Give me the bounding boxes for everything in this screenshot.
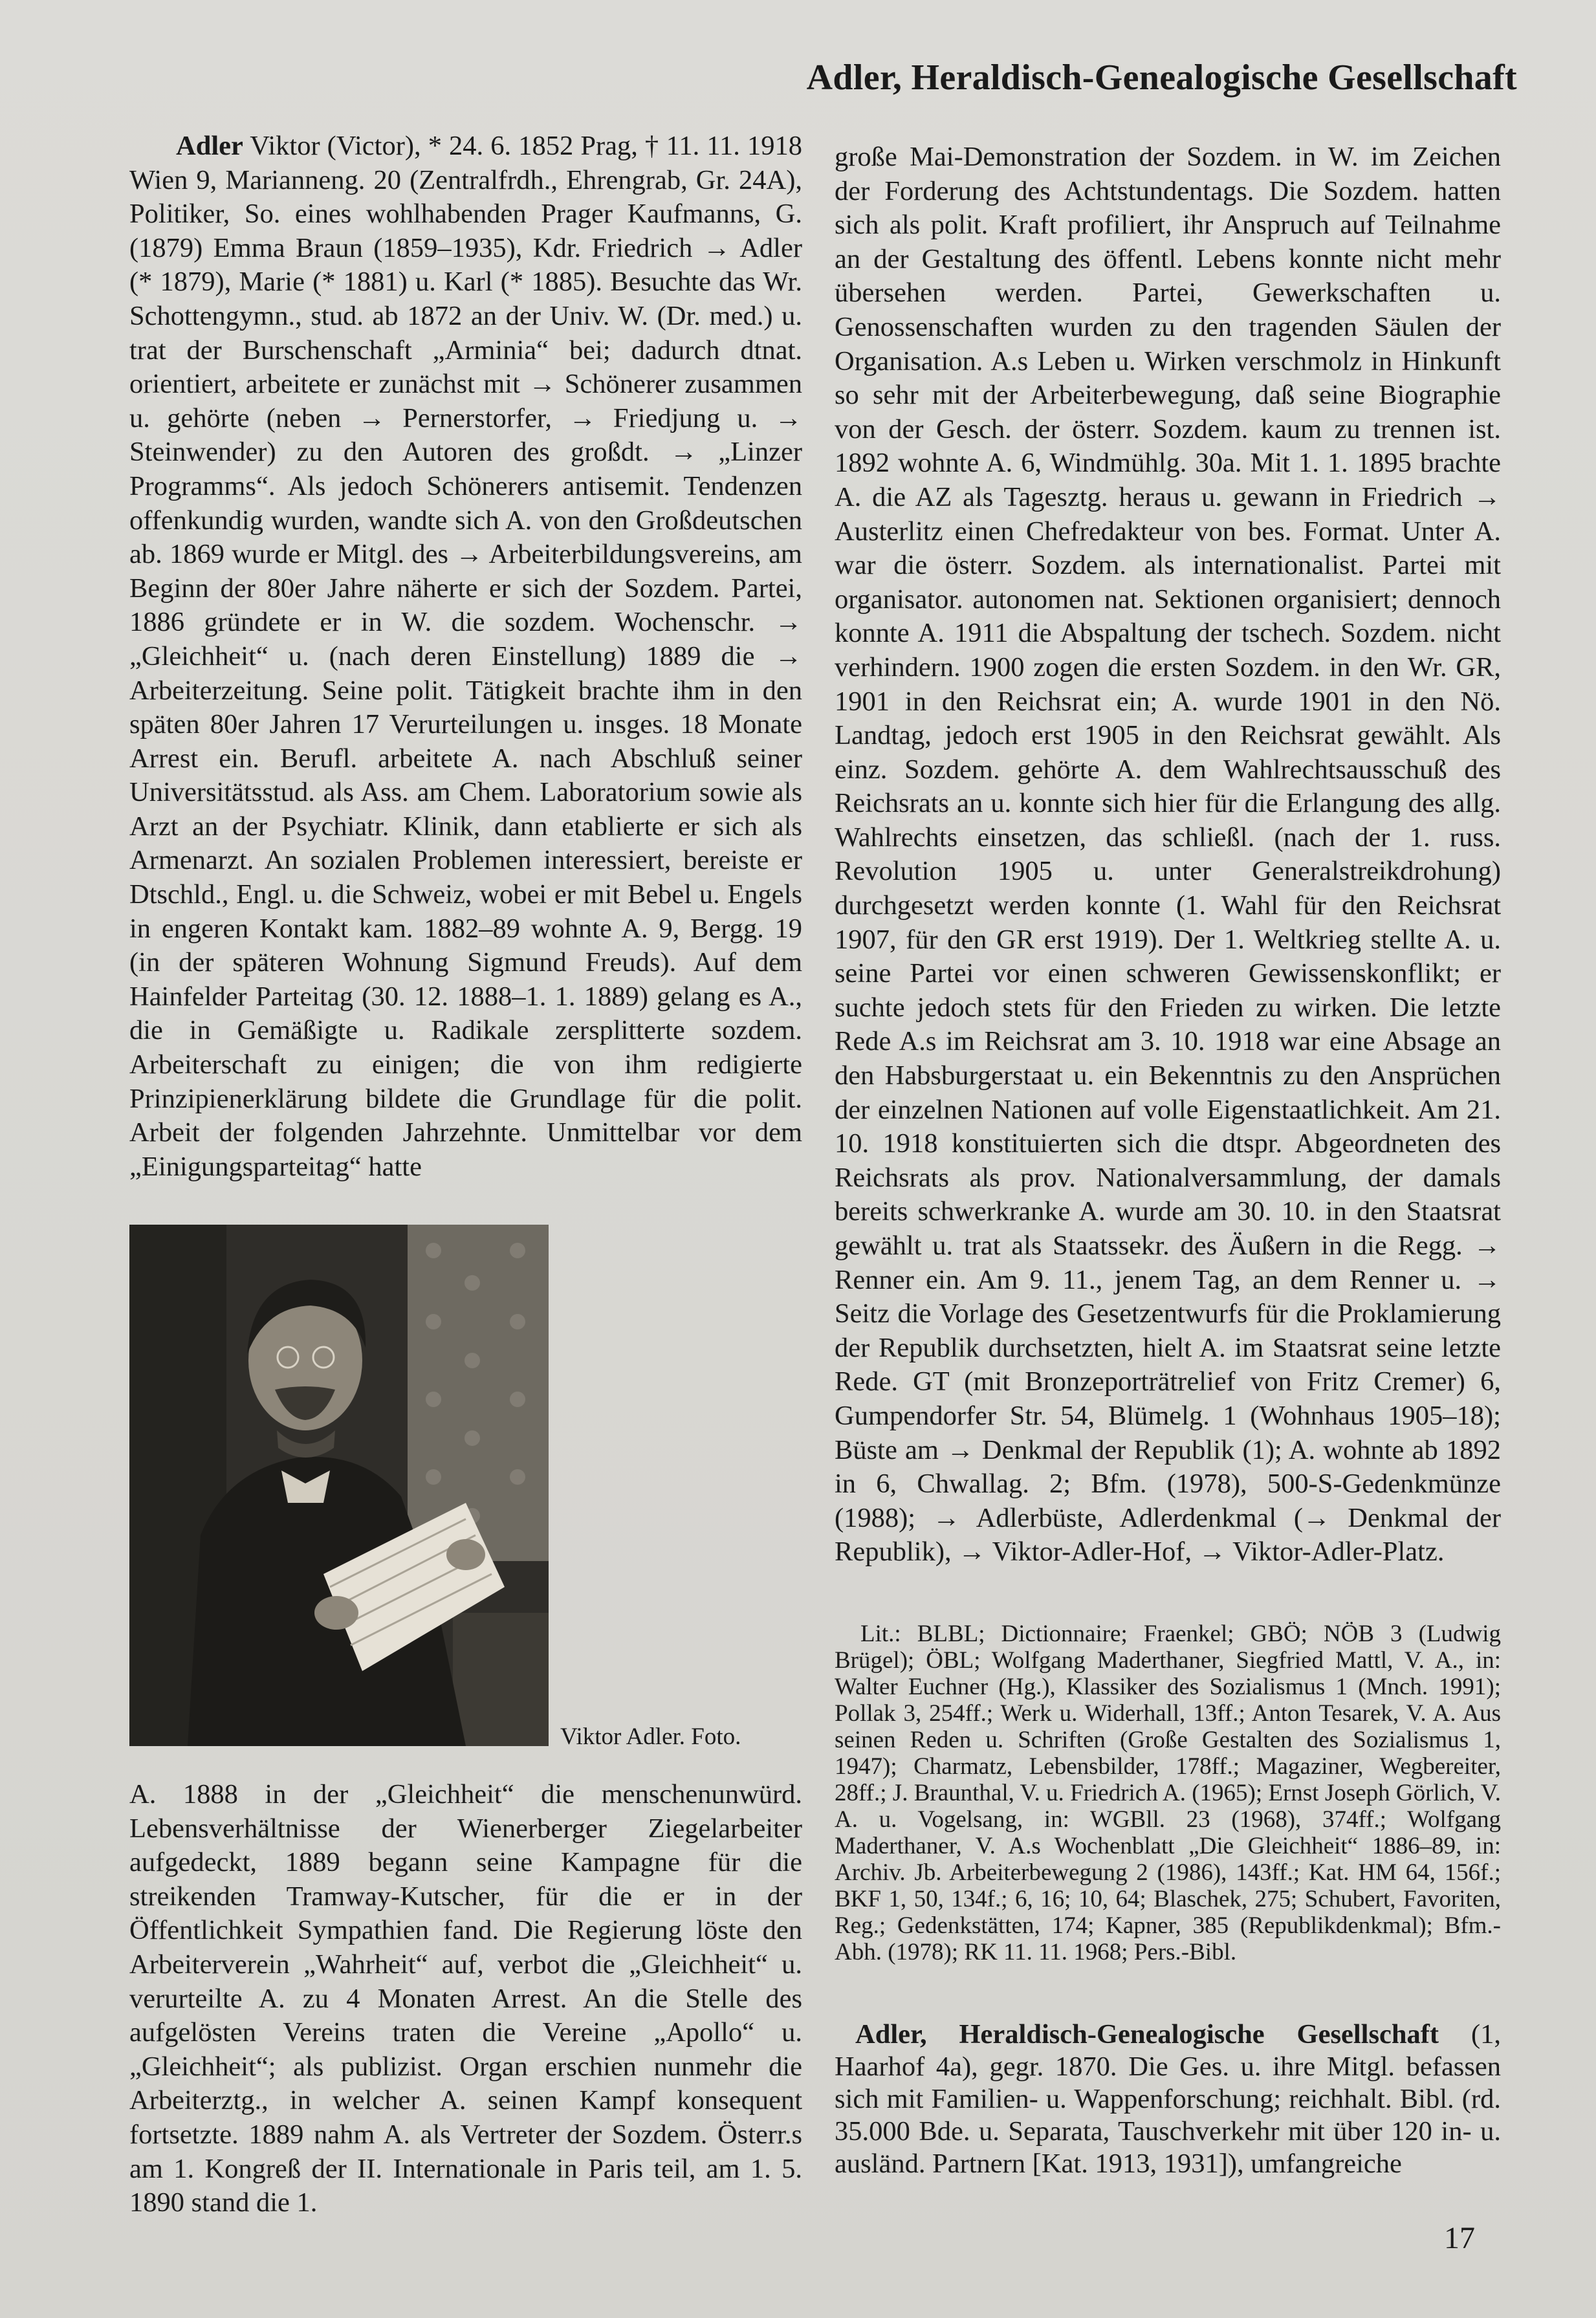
entry-adler-viktor-column-left-top [129,129,802,1184]
literature-references: Lit.: BLBL; Dictionnaire; Fraenkel; GBÖ; NÖB 3 (Ludwig Brügel); ÖBL; Wolfgang Maderthaner, Siegfried Mattl, V. A., in: Walter Euchner (Hg.), Klassiker des Sozialismus 1 (Mnch. 1991); Pollak 3, 254ff.; Werk u. Widerhall, 13ff.; Anton Tesarek, V. A. Aus seinen Reden u. Schriften (Große Gestalten des Sozialismus 1, 1947); Charmatz, Lebensbilder, 178ff.; Magaziner, Wegbereiter, 28ff.; J. Braunthal, V. u. Friedrich A. (1965); Ernst Joseph Görlich, V. A. u. Vogelsang, in: WGBll. 23 (1968), 374ff.; Wolfgang Maderthaner, V. A.s Wochenblatt „Die Gleichheit“ 1886–89, in: Archiv. Jb. Arbeiterbewegung 2 (1986), 143ff.; Kat. HM 64, 156f.; BKF 1, 50, 134f.; 6, 16; 10, 64; Blaschek, 275; Schubert, Favoriten, Reg.; Gedenkstätten, 174; Kapner, 385 (Republikdenkmal); Bfm.-Abh. (1978); RK 11. 11. 1968; Pers.-Bibl. [835,1621,1501,1965]
entry-headword: Adler [176,131,243,161]
running-head: Adler, Heraldisch-Genealogische Gesellschaft [806,58,1517,98]
entry-adler-viktor-column-left-bottom [129,1778,802,2220]
entry2-text: (1, Haarhof 4a), gegr. 1870. Die Ges. u. ihre Mitgl. befassen sich mit Familien- u. Wappenforschung; reichhalt. Bibl. (rd. 35.000 Bde. u. Separata, Tauschverkehr mit über 120 in- u. ausländ. Partnern [Kat. 1913, 1931]), umfangreiche [835,2019,1501,2179]
photo-caption: Viktor Adler. Foto. [560,1723,741,1750]
entry2-headword: Adler, Heraldisch-Genealogische Gesellschaft [855,2019,1439,2050]
entry-heraldisch-genealogische-gesellschaft [835,2018,1501,2180]
entry-paragraph [129,129,802,1184]
entry-adler-viktor-column-right [835,140,1501,1569]
portrait-photo-image [129,1225,549,1746]
entry-text-left-top: Viktor (Victor), * 24. 6. 1852 Prag, † 11. 11. 1918 Wien 9, Marianneng. 20 (Zentralfrdh., Ehrengrab, Gr. 24A), Politiker, So. eines wohlhabenden Prager Kaufmanns, G. (1879) Emma Braun (1859–1935), Kdr. Friedrich → Adler (* 1879), Marie (* 1881) u. Karl (* 1885). Besuchte das Wr. Schottengymn., stud. ab 1872 an der Univ. W. (Dr. med.) u. trat der Burschenschaft „Arminia“ bei; dadurch dtnat. orientiert, arbeitete er zunächst mit → Schönerer zusammen u. gehörte (neben → Pernerstorfer, → Friedjung u. → Steinwender) zu den Autoren des großdt. → „Linzer Programms“. Als jedoch Schönerers antisemit. Tendenzen offenkundig wurden, wandte sich A. von den Großdeutschen ab. 1869 wurde er Mitgl. des → Arbeiterbildungsvereins, am Beginn der 80er Jahre näherte er sich der Sozdem. Partei, 1886 gründete er in W. die sozdem. Wochenschr. → „Gleichheit“ u. (nach deren Einstellung) 1889 die → Arbeiterzeitung. Seine polit. Tätigkeit brachte ihm in den späten 80er Jahren 17 Verurteilungen u. insges. 18 Monate Arrest ein. Berufl. arbeitete A. nach Abschluß seiner Universitätsstud. als Ass. am Chem. Laboratorium sowie als Arzt an der Psychiatr. Klinik, dann etablierte er sich als Armenarzt. An sozialen Problemen interessiert, bereiste er Dtschld., Engl. u. die Schweiz, wobei er mit Bebel u. Engels in engeren Kontakt kam. 1882–89 wohnte A. 9, Bergg. 19 (in der späteren Wohnung Sigmund Freuds). Auf dem Hainfelder Parteitag (30. 12. 1888–1. 1. 1889) gelang es A., die in Gemäßigte u. Radikale zersplitterte sozdem. Arbeiterschaft zu einigen; die von ihm redigierte Prinzipienerklärung bildete die Grundlage für die polit. Arbeit der folgenden Jahrzehnte. Unmittelbar vor dem „Einigungsparteitag“ hatte [129,131,802,1182]
page-number: 17 [1444,2221,1475,2255]
portrait-photo [129,1225,549,1746]
entry-text-right: große Mai-Demonstration der Sozdem. in W. im Zeichen der Forderung des Achtstundentags. Die Sozdem. hatten sich als polit. Kraft profiliert, ihr Anspruch auf Teilnahme an der Gestaltung des öffentl. Lebens konnte nicht mehr übersehen werden. Partei, Gewerkschaften u. Genossenschaften wurden zu den tragenden Säulen der Organisation. A.s Leben u. Wirken verschmolz in Hinkunft so sehr mit der Arbeiterbewegung, daß seine Biographie von der Gesch. der österr. Sozdem. kaum zu trennen ist. 1892 wohnte A. 6, Windmühlg. 30a. Mit 1. 1. 1895 brachte A. die AZ als Tagesztg. heraus u. gewann in Friedrich → Austerlitz einen Chefredakteur von bes. Format. Unter A. war die österr. Sozdem. als internationalist. Partei mit organisator. autonomen nat. Sektionen organisiert; dennoch konnte A. 1911 die Abspaltung der tschech. Sozdem. nicht verhindern. 1900 zogen die ersten Sozdem. in den Wr. GR, 1901 in den Reichsrat ein; A. wurde 1901 in den Nö. Landtag, jedoch erst 1905 in den Reichsrat gewählt. Als einz. Sozdem. gehörte A. dem Wahlrechtsausschuß des Reichsrats an u. konnte sich hier für die Erlangung des allg. Wahlrechts einsetzen, das schließl. (nach der 1. russ. Revolution 1905 u. unter Generalstreikdrohung) durchgesetzt werden konnte (1. Wahl für den Reichsrat 1907, für den GR erst 1919). Der 1. Weltkrieg stellte A. u. seine Partei vor einen schweren Gewissenskonflikt; er suchte jedoch stets für den Frieden zu wirken. Die letzte Rede A.s im Reichsrat am 3. 10. 1918 war eine Absage an den Habsburgerstaat u. ein Bekenntnis zu den Ansprüchen der einzelnen Nationen auf volle Eigenstaatlichkeit. Am 21. 10. 1918 konstituierten sich die dtspr. Abgeordneten des Reichsrats als prov. Nationalversammlung, der damals bereits schwerkranke A. wurde am 30. 10. in den Staatsrat gewählt u. trat als Staatssekr. des Äußern in die Regg. → Renner ein. Am 9. 11., jenem Tag, an dem Renner u. → Seitz die Vorlage des Gesetzentwurfs für die Proklamierung der Republik durchsetzten, hielt A. im Staatsrat seine letzte Rede. GT (mit Bronzeporträtrelief von Fritz Cremer) 6, Gumpendorfer Str. 54, Blümelg. 1 (Wohnhaus 1905–18); Büste am → Denkmal der Republik (1); A. wohnte ab 1892 in 6, Chwallag. 2; Bfm. (1978), 500-S-Gedenkmünze (1988); → Adlerbüste, Adlerdenkmal (→ Denkmal der Republik), → Viktor-Adler-Hof, → Viktor-Adler-Platz. [835,142,1501,1568]
entry-text-left-bottom: A. 1888 in der „Gleichheit“ die menschenunwürd. Lebensverhältnisse der Wienerberger Ziegelarbeiter aufgedeckt, 1889 begann seine Kampagne für die streikenden Tramway-Kutscher, für die er in der Öffentlichkeit Sympathien fand. Die Regierung löste den Arbeiterverein „Wahrheit“ auf, verbot die „Gleichheit“ u. verurteilte A. zu 4 Monaten Arrest. An die Stelle des aufgelösten Vereins traten die Vereine „Apollo“ u. „Gleichheit“; als publizist. Organ erschien nunmehr die Arbeiterztg., in welcher A. seinen Kampf konsequent fortsetzte. 1889 nahm A. als Vertreter der Sozdem. Österr.s am 1. Kongreß der II. Internationale in Paris teil, am 1. 5. 1890 stand die 1. [129,1779,802,2218]
